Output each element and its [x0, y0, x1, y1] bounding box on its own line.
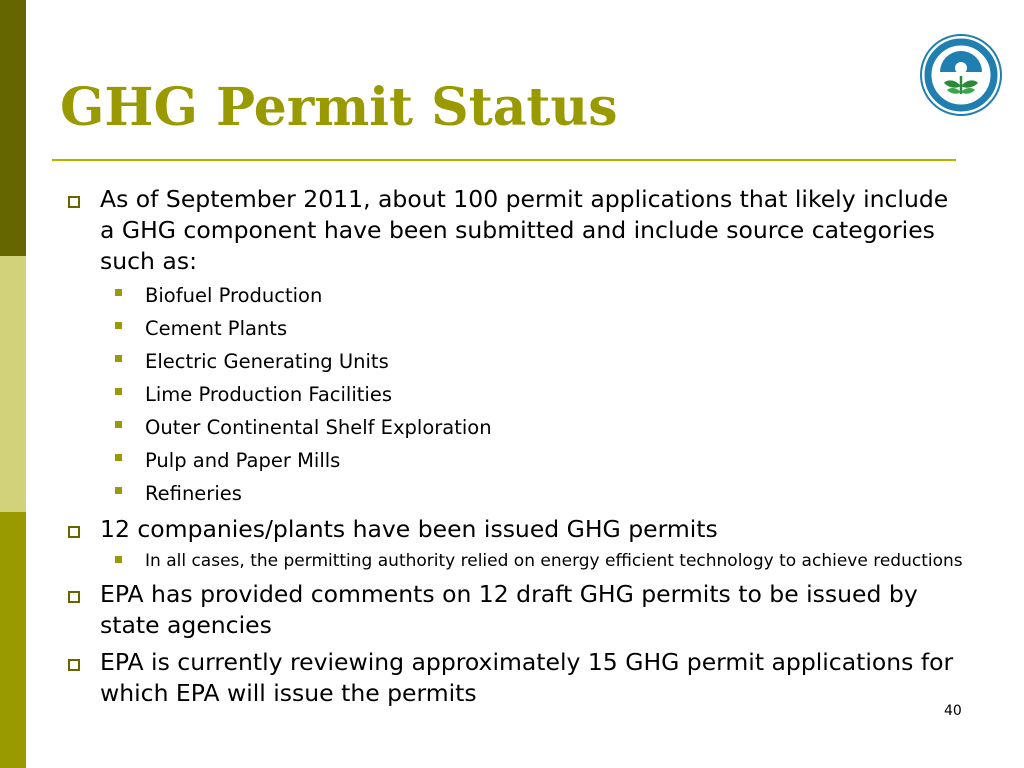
- sub-bullet-item: [60, 314, 970, 343]
- square-bullet-icon: [68, 591, 80, 603]
- sub-bullet-text: Pulp and Paper Mills: [145, 449, 341, 472]
- filled-square-bullet-icon: [115, 487, 122, 494]
- sub-bullet-item: [60, 446, 970, 475]
- sub-bullet-text: Cement Plants: [145, 317, 288, 340]
- sub-bullet-text: Outer Continental Shelf Exploration: [145, 416, 492, 439]
- sub-bullet-item: [60, 549, 970, 573]
- sub-bullet-item: [60, 380, 970, 409]
- sub-bullet-item: [60, 347, 970, 376]
- sub-bullet-item: [60, 479, 970, 508]
- filled-square-bullet-icon: [115, 388, 122, 395]
- bullet-text: EPA is currently reviewing approximately 15 GHG permit applications for which EPA will issue the permits: [100, 648, 954, 707]
- sub-bullet-text: Lime Production Facilities: [145, 383, 392, 406]
- bullet-item: [60, 514, 970, 545]
- sub-bullet-item: [60, 281, 970, 310]
- bullet-text: As of September 2011, about 100 permit applications that likely include a GHG component have been submitted and include source categories such as:: [100, 185, 949, 275]
- bullet-item: [60, 579, 970, 641]
- square-bullet-icon: [68, 659, 80, 671]
- bullet-text: EPA has provided comments on 12 draft GHG permits to be issued by state agencies: [100, 580, 918, 639]
- slide-title: GHG Permit Status: [60, 77, 618, 138]
- filled-square-bullet-icon: [115, 421, 122, 428]
- square-bullet-icon: [68, 196, 80, 208]
- sub-bullet-text: In all cases, the permitting authority relied on energy efficient technology to achieve reductions: [145, 551, 963, 571]
- bullet-list: [60, 184, 970, 709]
- filled-square-bullet-icon: [115, 454, 122, 461]
- filled-square-bullet-icon: [115, 322, 122, 329]
- sub-bullet-text: Electric Generating Units: [145, 350, 389, 373]
- bullet-item: [60, 184, 970, 277]
- bullet-text: 12 companies/plants have been issued GHG permits: [100, 515, 718, 543]
- filled-square-bullet-icon: [115, 355, 122, 362]
- side-band-middle: [0, 256, 26, 512]
- filled-square-bullet-icon: [115, 289, 122, 296]
- title-divider: [52, 159, 956, 161]
- side-band-bottom: [0, 512, 26, 768]
- sub-bullet-text: Biofuel Production: [145, 284, 323, 307]
- epa-seal-icon: [920, 34, 1002, 116]
- square-bullet-icon: [68, 526, 80, 538]
- page-number: 40: [944, 703, 962, 719]
- sub-bullet-text: Refineries: [145, 482, 242, 505]
- bullet-item: [60, 647, 970, 709]
- side-band-top: [0, 0, 26, 256]
- sub-bullet-item: [60, 413, 970, 442]
- filled-square-bullet-icon: [115, 556, 122, 563]
